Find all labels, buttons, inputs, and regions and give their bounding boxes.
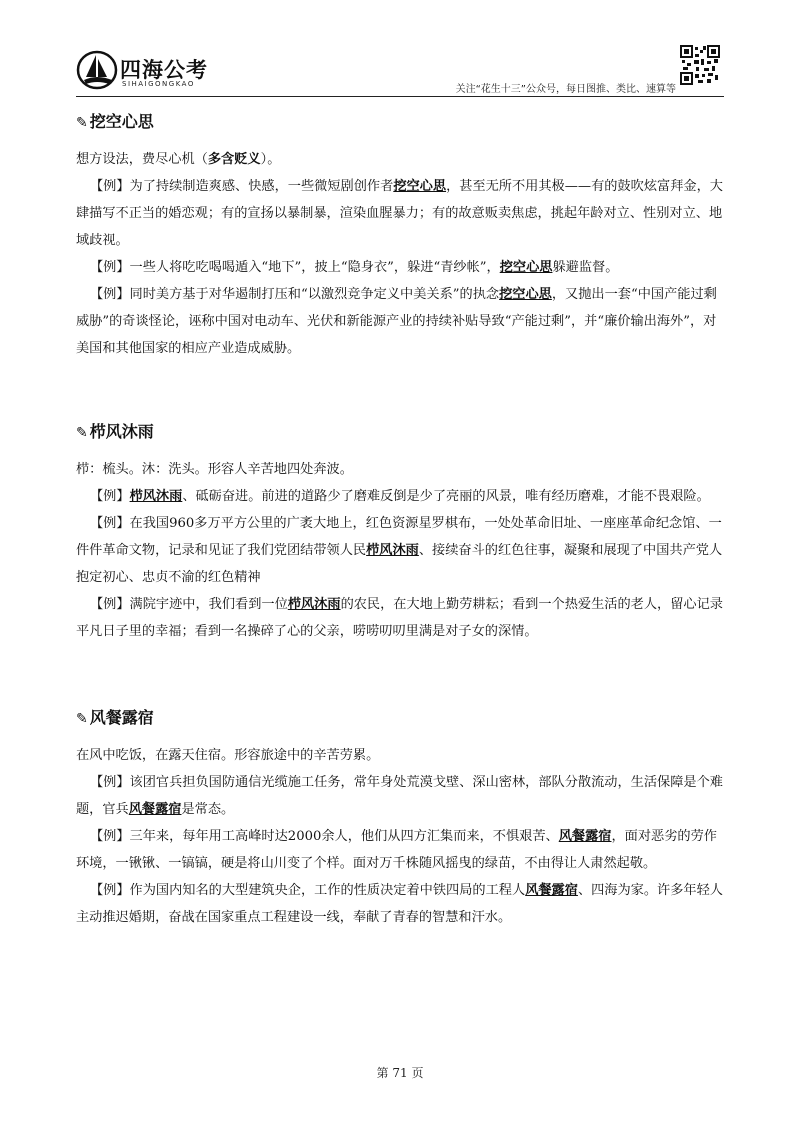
idiom-section xyxy=(76,418,726,645)
pencil-icon: ✎ xyxy=(76,115,88,131)
example-sentence: 【例】为了持续制造爽感、快感，一些微短剧创作者挖空心思，甚至无所不用其极——有的鼓吹炫富拜金，大肆描写不正当的婚恋观；有的宣扬以暴制暴，渲染血腥暴力；有的故意贩卖焦虑，挑起年龄对立、性别对立、地域歧视。 xyxy=(76,179,723,248)
idiom-definition: 栉：梳头。沐：洗头。形容人辛苦地四处奔波。 xyxy=(76,462,353,477)
example-sentence: 【例】同时美方基于对华遏制打压和“以激烈竞争定义中美关系”的执念挖空心思，又抛出一套“中国产能过剩威胁”的奇谈怪论，诬称中国对电动车、光伏和新能源产业的持续补贴导致“产能过剩”，并“廉价输出海外”，对美国和其他国家的相应产业造成威胁。 xyxy=(76,287,717,356)
pencil-icon: ✎ xyxy=(76,711,88,727)
page-number: 第 71 页 xyxy=(376,1066,424,1080)
example-sentence: 【例】一些人将吃吃喝喝遁入“地下”，披上“隐身衣”，躲进“青纱帐”，挖空心思躲避监督。 xyxy=(90,260,619,275)
qr-code-icon xyxy=(680,45,720,85)
idiom-title: ✎ 栉风沐雨 xyxy=(76,422,154,441)
page-header xyxy=(0,0,800,100)
idiom-section xyxy=(76,108,726,362)
example-sentence: 【例】满院宇迹中，我们看到一位栉风沐雨的农民，在大地上勤劳耕耘；看到一个热爱生活的老人，留心记录平凡日子里的幸福；看到一名操碎了心的父亲，唠唠叨叨里满是对子女的深情。 xyxy=(76,597,723,639)
example-sentence: 【例】三年来，每年用工高峰时达2000余人，他们从四方汇集而来，不惧艰苦、风餐露宿，面对恶劣的劳作环境，一锹锹、一镐镐，硬是将山川变了个样。面对万千株随风摇曳的绿苗，不由得让人肃然起敬。 xyxy=(76,829,717,871)
example-sentence: 【例】该团官兵担负国防通信光缆施工任务，常年身处荒漠戈壁、深山密林，部队分散流动，生活保障是个难题，官兵风餐露宿是常态。 xyxy=(76,775,723,817)
idiom-definition: 想方设法，费尽心机（多含贬义）。 xyxy=(76,152,281,167)
example-sentence: 【例】作为国内知名的大型建筑央企，工作的性质决定着中铁四局的工程人风餐露宿、四海为家。许多年轻人主动推迟婚期，奋战在国家重点工程建设一线，奉献了青春的智慧和汗水。 xyxy=(76,883,723,925)
header-divider xyxy=(76,96,724,97)
idiom-definition: 在风中吃饭，在露天住宿。形容旅途中的辛苦劳累。 xyxy=(76,748,380,763)
brand-pinyin: SIHAIGONGKAO xyxy=(122,80,195,88)
idiom-section xyxy=(76,704,726,931)
idiom-title: ✎ 风餐露宿 xyxy=(76,708,154,727)
example-sentence: 【例】在我国960多万平方公里的广袤大地上，红色资源星罗棋布，一处处革命旧址、一座座革命纪念馆、一件件革命文物，记录和见证了我们党团结带领人民栉风沐雨、接续奋斗的红色往事，凝聚和展现了中国共产党人抱定初心、忠贞不渝的红色精神 xyxy=(76,516,723,585)
page-body xyxy=(76,104,726,931)
pencil-icon: ✎ xyxy=(76,425,88,441)
brand-name: 四海公考 xyxy=(120,58,208,82)
sailboat-logo-icon xyxy=(76,50,118,90)
idiom-title: ✎ 挖空心思 xyxy=(76,112,154,131)
example-sentence: 【例】栉风沐雨、砥砺奋进。前进的道路少了磨难反倒是少了亮丽的风景，唯有经历磨难，才能不畏艰险。 xyxy=(90,489,710,504)
header-note: 关注“花生十三”公众号，每日图推、类比、速算等 xyxy=(455,84,676,95)
